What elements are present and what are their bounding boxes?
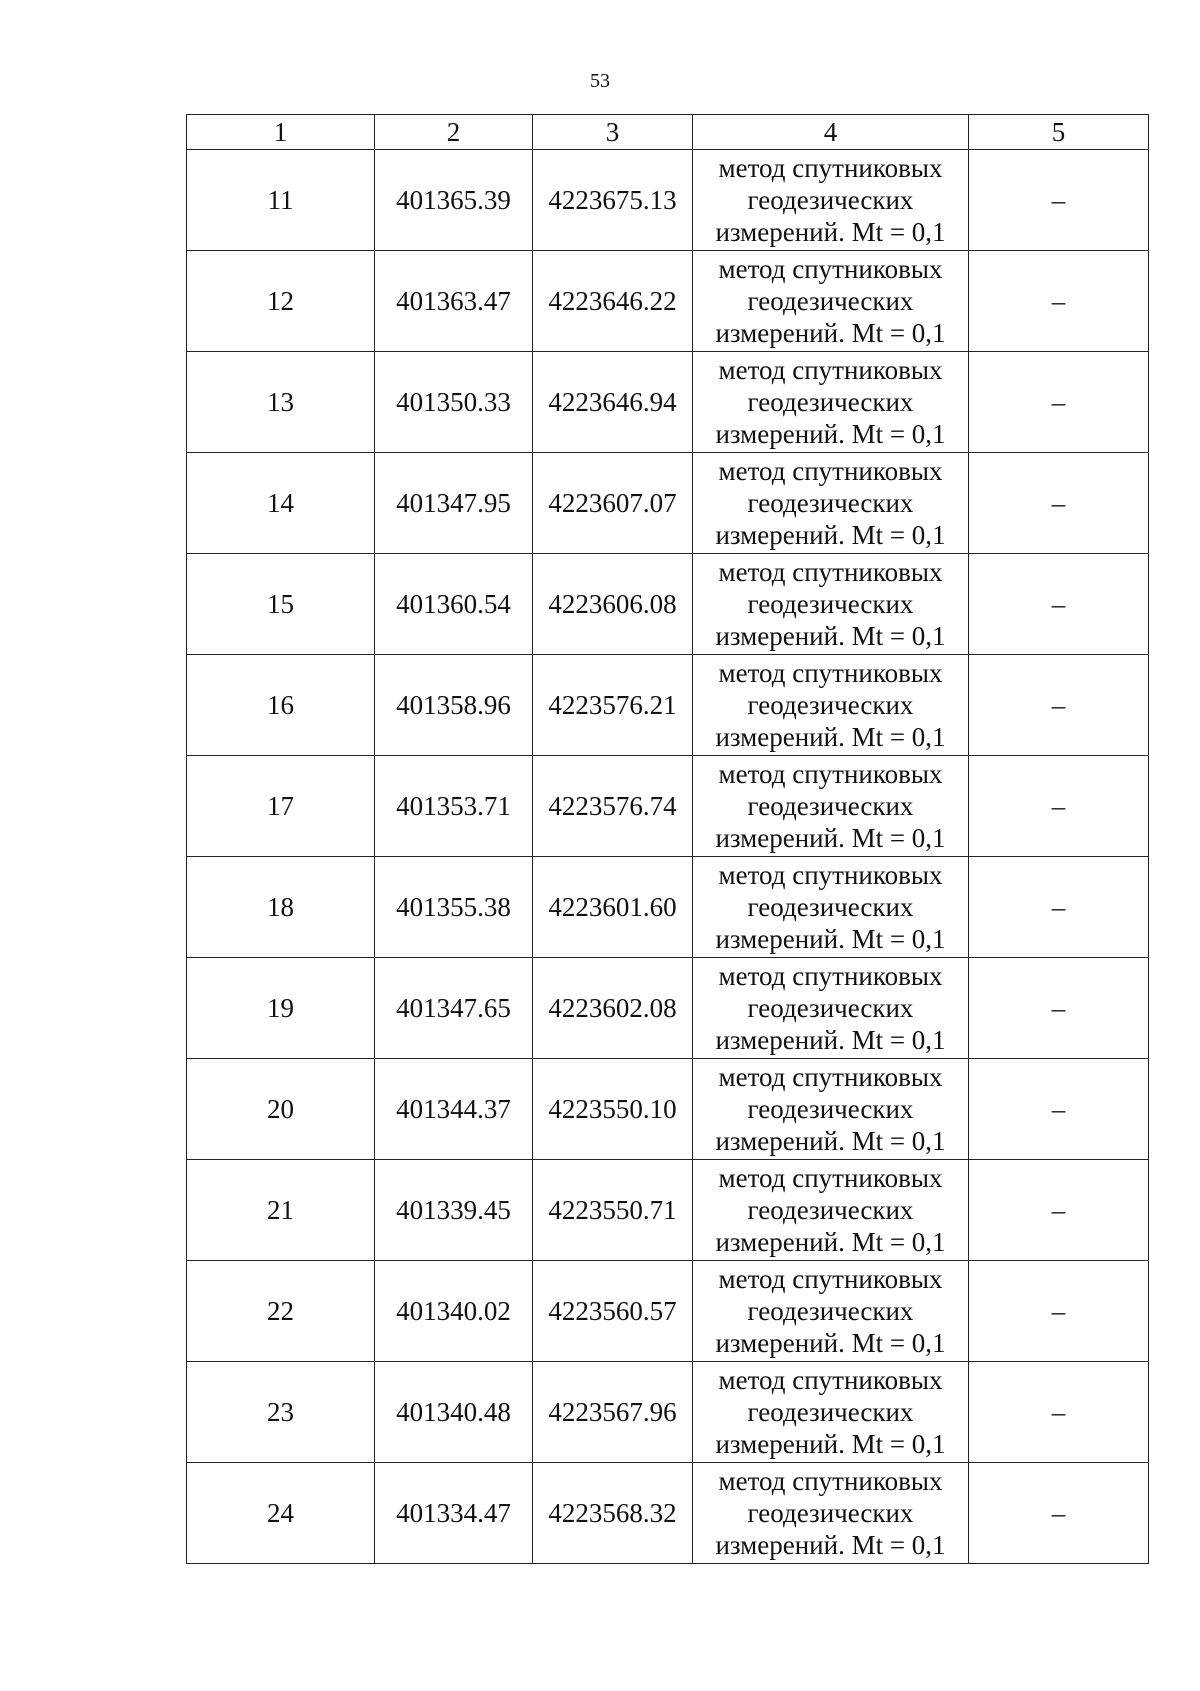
method-cell	[693, 1362, 969, 1463]
method-line: измерений. Mt = 0,1	[715, 722, 946, 752]
table-row	[187, 958, 1149, 1059]
method-cell	[693, 453, 969, 554]
table-row	[187, 655, 1149, 756]
x-coordinate-cell: 401344.37	[375, 1059, 533, 1160]
method-cell	[693, 958, 969, 1059]
method-line: измерений. Mt = 0,1	[715, 520, 946, 550]
note-cell: –	[969, 453, 1149, 554]
method-cell	[693, 655, 969, 756]
method-line: геодезических	[747, 185, 914, 215]
y-coordinate-cell: 4223646.22	[533, 251, 693, 352]
table-row	[187, 1463, 1149, 1564]
method-line: геодезических	[747, 1094, 914, 1124]
x-coordinate-cell: 401355.38	[375, 857, 533, 958]
note-cell: –	[969, 1261, 1149, 1362]
method-line: геодезических	[747, 892, 914, 922]
method-cell	[693, 1160, 969, 1261]
table-row	[187, 1261, 1149, 1362]
method-line: метод спутниковых	[718, 1365, 943, 1395]
point-number-cell: 12	[187, 251, 375, 352]
point-number-cell: 14	[187, 453, 375, 554]
note-cell: –	[969, 150, 1149, 251]
note-cell: –	[969, 554, 1149, 655]
method-line: метод спутниковых	[718, 759, 943, 789]
method-line: измерений. Mt = 0,1	[715, 217, 946, 247]
method-cell	[693, 1261, 969, 1362]
method-line: измерений. Mt = 0,1	[715, 924, 946, 954]
table-row	[187, 857, 1149, 958]
x-coordinate-cell: 401334.47	[375, 1463, 533, 1564]
y-coordinate-cell: 4223550.71	[533, 1160, 693, 1261]
x-coordinate-cell: 401363.47	[375, 251, 533, 352]
note-cell: –	[969, 352, 1149, 453]
method-line: метод спутниковых	[718, 153, 943, 183]
x-coordinate-cell: 401350.33	[375, 352, 533, 453]
note-cell: –	[969, 1059, 1149, 1160]
point-number-cell: 22	[187, 1261, 375, 1362]
x-coordinate-cell: 401347.95	[375, 453, 533, 554]
method-cell	[693, 150, 969, 251]
table-row	[187, 756, 1149, 857]
y-coordinate-cell: 4223560.57	[533, 1261, 693, 1362]
point-number-cell: 21	[187, 1160, 375, 1261]
note-cell: –	[969, 251, 1149, 352]
method-line: измерений. Mt = 0,1	[715, 1025, 946, 1055]
table-header	[187, 115, 1149, 150]
y-coordinate-cell: 4223601.60	[533, 857, 693, 958]
x-coordinate-cell: 401365.39	[375, 150, 533, 251]
coordinates-table	[186, 114, 1149, 1564]
method-line: геодезических	[747, 286, 914, 316]
point-number-cell: 20	[187, 1059, 375, 1160]
method-line: метод спутниковых	[718, 1264, 943, 1294]
x-coordinate-cell: 401339.45	[375, 1160, 533, 1261]
method-line: измерений. Mt = 0,1	[715, 318, 946, 348]
y-coordinate-cell: 4223646.94	[533, 352, 693, 453]
note-cell: –	[969, 655, 1149, 756]
header-row	[187, 115, 1149, 150]
method-line: геодезических	[747, 993, 914, 1023]
point-number-cell: 23	[187, 1362, 375, 1463]
note-cell: –	[969, 958, 1149, 1059]
column-header-3: 3	[533, 115, 693, 150]
x-coordinate-cell: 401360.54	[375, 554, 533, 655]
method-line: геодезических	[747, 791, 914, 821]
table-row	[187, 251, 1149, 352]
method-line: геодезических	[747, 690, 914, 720]
note-cell: –	[969, 1160, 1149, 1261]
table-row	[187, 453, 1149, 554]
method-cell	[693, 1463, 969, 1564]
y-coordinate-cell: 4223675.13	[533, 150, 693, 251]
y-coordinate-cell: 4223602.08	[533, 958, 693, 1059]
method-line: метод спутниковых	[718, 961, 943, 991]
method-line: метод спутниковых	[718, 860, 943, 890]
y-coordinate-cell: 4223550.10	[533, 1059, 693, 1160]
point-number-cell: 17	[187, 756, 375, 857]
y-coordinate-cell: 4223607.07	[533, 453, 693, 554]
column-header-2: 2	[375, 115, 533, 150]
point-number-cell: 18	[187, 857, 375, 958]
table-row	[187, 554, 1149, 655]
table-row	[187, 352, 1149, 453]
method-line: геодезических	[747, 1195, 914, 1225]
column-header-5: 5	[969, 115, 1149, 150]
method-line: измерений. Mt = 0,1	[715, 1530, 946, 1560]
x-coordinate-cell: 401340.02	[375, 1261, 533, 1362]
x-coordinate-cell: 401358.96	[375, 655, 533, 756]
method-cell	[693, 554, 969, 655]
point-number-cell: 24	[187, 1463, 375, 1564]
table-row	[187, 1362, 1149, 1463]
column-header-4: 4	[693, 115, 969, 150]
table-row	[187, 1059, 1149, 1160]
method-line: метод спутниковых	[718, 1466, 943, 1496]
x-coordinate-cell: 401340.48	[375, 1362, 533, 1463]
method-line: геодезических	[747, 1296, 914, 1326]
note-cell: –	[969, 756, 1149, 857]
y-coordinate-cell: 4223606.08	[533, 554, 693, 655]
method-line: метод спутниковых	[718, 658, 943, 688]
method-cell	[693, 1059, 969, 1160]
method-line: геодезических	[747, 488, 914, 518]
point-number-cell: 15	[187, 554, 375, 655]
note-cell: –	[969, 1362, 1149, 1463]
method-line: измерений. Mt = 0,1	[715, 621, 946, 651]
page-number: 53	[590, 70, 610, 92]
column-header-1: 1	[187, 115, 375, 150]
method-cell	[693, 756, 969, 857]
method-line: метод спутниковых	[718, 1062, 943, 1092]
method-line: измерений. Mt = 0,1	[715, 823, 946, 853]
table-row	[187, 150, 1149, 251]
method-line: метод спутниковых	[718, 355, 943, 385]
method-line: измерений. Mt = 0,1	[715, 1429, 946, 1459]
point-number-cell: 19	[187, 958, 375, 1059]
method-line: измерений. Mt = 0,1	[715, 1227, 946, 1257]
table-row	[187, 1160, 1149, 1261]
method-line: измерений. Mt = 0,1	[715, 419, 946, 449]
method-line: измерений. Mt = 0,1	[715, 1328, 946, 1358]
method-line: измерений. Mt = 0,1	[715, 1126, 946, 1156]
point-number-cell: 11	[187, 150, 375, 251]
y-coordinate-cell: 4223568.32	[533, 1463, 693, 1564]
method-line: геодезических	[747, 387, 914, 417]
x-coordinate-cell: 401347.65	[375, 958, 533, 1059]
y-coordinate-cell: 4223576.74	[533, 756, 693, 857]
method-line: метод спутниковых	[718, 1163, 943, 1193]
point-number-cell: 13	[187, 352, 375, 453]
y-coordinate-cell: 4223576.21	[533, 655, 693, 756]
method-cell	[693, 857, 969, 958]
table-body	[187, 150, 1149, 1564]
method-line: геодезических	[747, 1498, 914, 1528]
x-coordinate-cell: 401353.71	[375, 756, 533, 857]
method-line: геодезических	[747, 1397, 914, 1427]
method-cell	[693, 352, 969, 453]
method-line: метод спутниковых	[718, 456, 943, 486]
method-line: геодезических	[747, 589, 914, 619]
note-cell: –	[969, 1463, 1149, 1564]
method-line: метод спутниковых	[718, 254, 943, 284]
method-cell	[693, 251, 969, 352]
note-cell: –	[969, 857, 1149, 958]
y-coordinate-cell: 4223567.96	[533, 1362, 693, 1463]
point-number-cell: 16	[187, 655, 375, 756]
method-line: метод спутниковых	[718, 557, 943, 587]
